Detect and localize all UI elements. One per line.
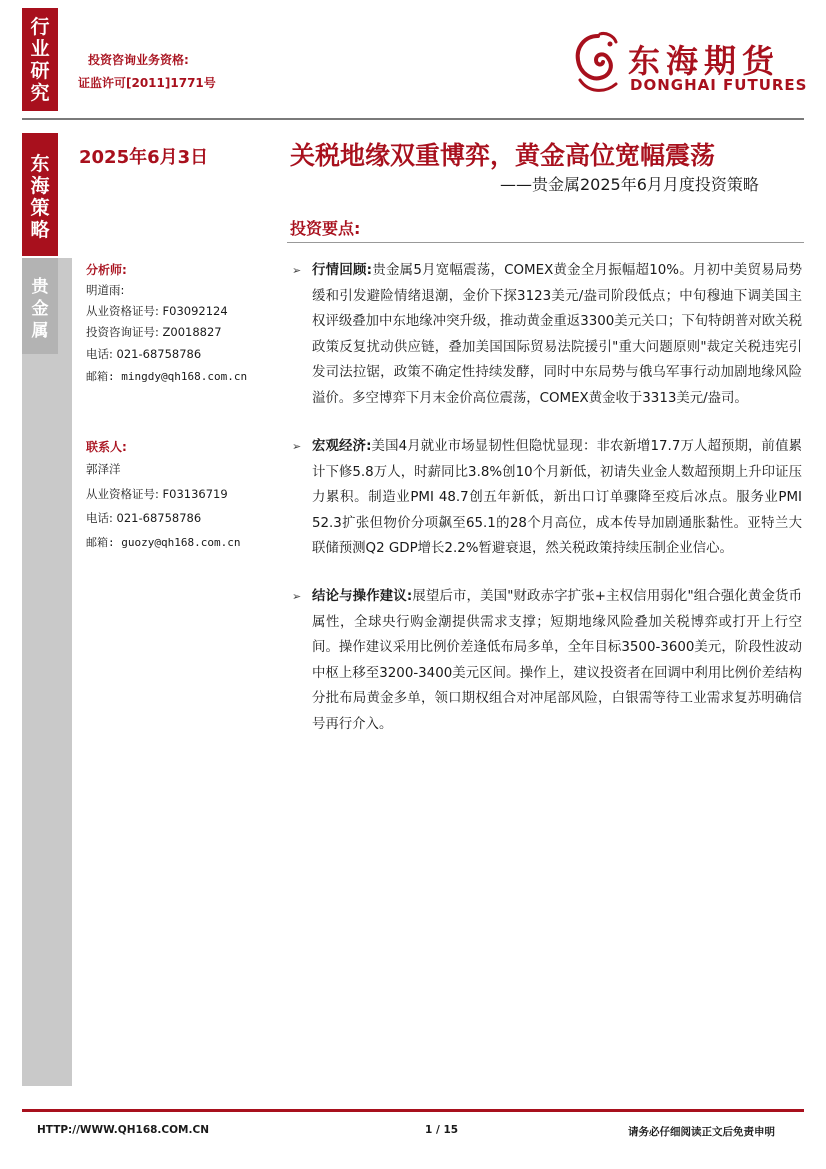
analyst-email[interactable]: 邮箱: mingdy@qh168.com.cn: [86, 370, 248, 383]
logo-chinese-name: 东海期货: [628, 42, 781, 80]
contact-cert: 从业资格证号: F03136719: [86, 487, 228, 501]
footer-disclaimer: 请务必仔细阅读正文后免责申明: [628, 1126, 775, 1138]
section-text: 贵金属5月宽幅震荡，COMEX黄金全月振幅超10%。月初中美贸易局势缓和引发避险情绪退潮，金价下探3123美元/盎司阶段低点；中旬穆迪下调美国主权评级叠加中东地缘冲突升级，推动黄金重返3300美元关口；下旬特朗普对欧关税政策反复扰动供应链，叠加美国国际贸易法院援引"重大问题原则"裁定关税违宪引发司法拉锯，政策不确定性持续发酵，同时中东局势与俄乌军事行动加剧地缘风险溢价。多空博弈下月末金价高位震荡，COMEX黄金收于3313美元/盎司。: [312, 263, 803, 406]
analyst-cert: 从业资格证号: F03092124: [86, 304, 228, 318]
section-label: 结论与操作建议:: [312, 589, 413, 604]
qualification-label: 投资咨询业务资格:: [88, 53, 189, 67]
sidebar-background: [22, 258, 72, 1086]
footer-divider: [22, 1109, 804, 1112]
company-logo: [570, 30, 808, 100]
category-tab-strategy: [22, 133, 58, 256]
section-conclusion: [292, 584, 802, 738]
key-points-divider: [287, 242, 804, 243]
report-date: 2025年6月3日: [79, 147, 209, 168]
bullet-arrow-icon: ➢: [292, 590, 302, 603]
contact-name: 郭泽洋: [86, 462, 121, 476]
category-tab-sector: [22, 258, 58, 354]
logo-english-name: DONGHAI FUTURES: [630, 76, 808, 94]
analyst-name: 明道雨:: [86, 283, 125, 297]
report-subtitle: ——贵金属2025年6月月度投资策略: [500, 175, 759, 194]
category-tab-strategy-label: 东海策略: [30, 153, 50, 241]
bullet-arrow-icon: ➢: [292, 264, 302, 277]
footer-website-link[interactable]: HTTP://WWW.QH168.COM.CN: [37, 1124, 209, 1136]
footer-page-number: 1 / 15: [425, 1124, 459, 1136]
contact-phone: 电话: 021-68758786: [86, 511, 202, 525]
section-macro-economy: [292, 434, 802, 562]
category-tab-research: [22, 8, 58, 111]
section-text: 展望后市，美国"财政赤字扩张+主权信用弱化"组合强化黄金货币属性，全球央行购金潮提供需求支撑；短期地缘风险叠加关税博弈或打开上行空间。操作建议采用比例价差逢低布局多单，全年目标3500-3600美元，阶段性波动中枢上移至3200-3400美元区间。操作上，建议投资者在回调中利用比例价差结构分批布局黄金多单，领口期权组合对冲尾部风险，白银需等待工业需求复苏明确信号再行介入。: [312, 589, 802, 732]
qualification-license: 证监许可[2011]1771号: [78, 76, 216, 90]
section-label: 行情回顾:: [312, 263, 373, 278]
section-label: 宏观经济:: [312, 439, 372, 454]
bullet-arrow-icon: ➢: [292, 440, 302, 453]
analyst-advisory-cert: 投资咨询证号: Z0018827: [86, 325, 222, 339]
section-market-review: [292, 258, 802, 412]
contact-heading: 联系人:: [86, 440, 127, 454]
section-text: 美国4月就业市场显韧性但隐忧显现：非农新增17.7万人超预期，前值累计下修5.8万人，时薪同比3.8%创10个月新低，初请失业金人数超预期上升印证压力累积。制造业PMI 48.7创五年新低，新出口订单骤降至疫后冰点。服务业PMI 52.3扩张但物价分项飙至65.1的28个月高位，成本传导加剧通胀黏性。亚特兰大联储预测Q2 GDP增长2.2%暂避衰退，然关税政策持续压制企业信心。: [312, 439, 802, 557]
dragon-emblem-icon: [570, 30, 626, 100]
report-title: 关税地缘双重博弈，黄金高位宽幅震荡: [290, 141, 716, 170]
category-tab-sector-label: 贵金属: [31, 277, 49, 341]
header-divider: [22, 118, 804, 120]
analyst-phone: 电话: 021-68758786: [86, 347, 202, 361]
analyst-heading: 分析师:: [86, 263, 127, 277]
contact-email[interactable]: 邮箱: guozy@qh168.com.cn: [86, 536, 241, 549]
category-tab-research-label: 行业研究: [30, 16, 50, 104]
key-points-heading: 投资要点:: [290, 219, 361, 238]
